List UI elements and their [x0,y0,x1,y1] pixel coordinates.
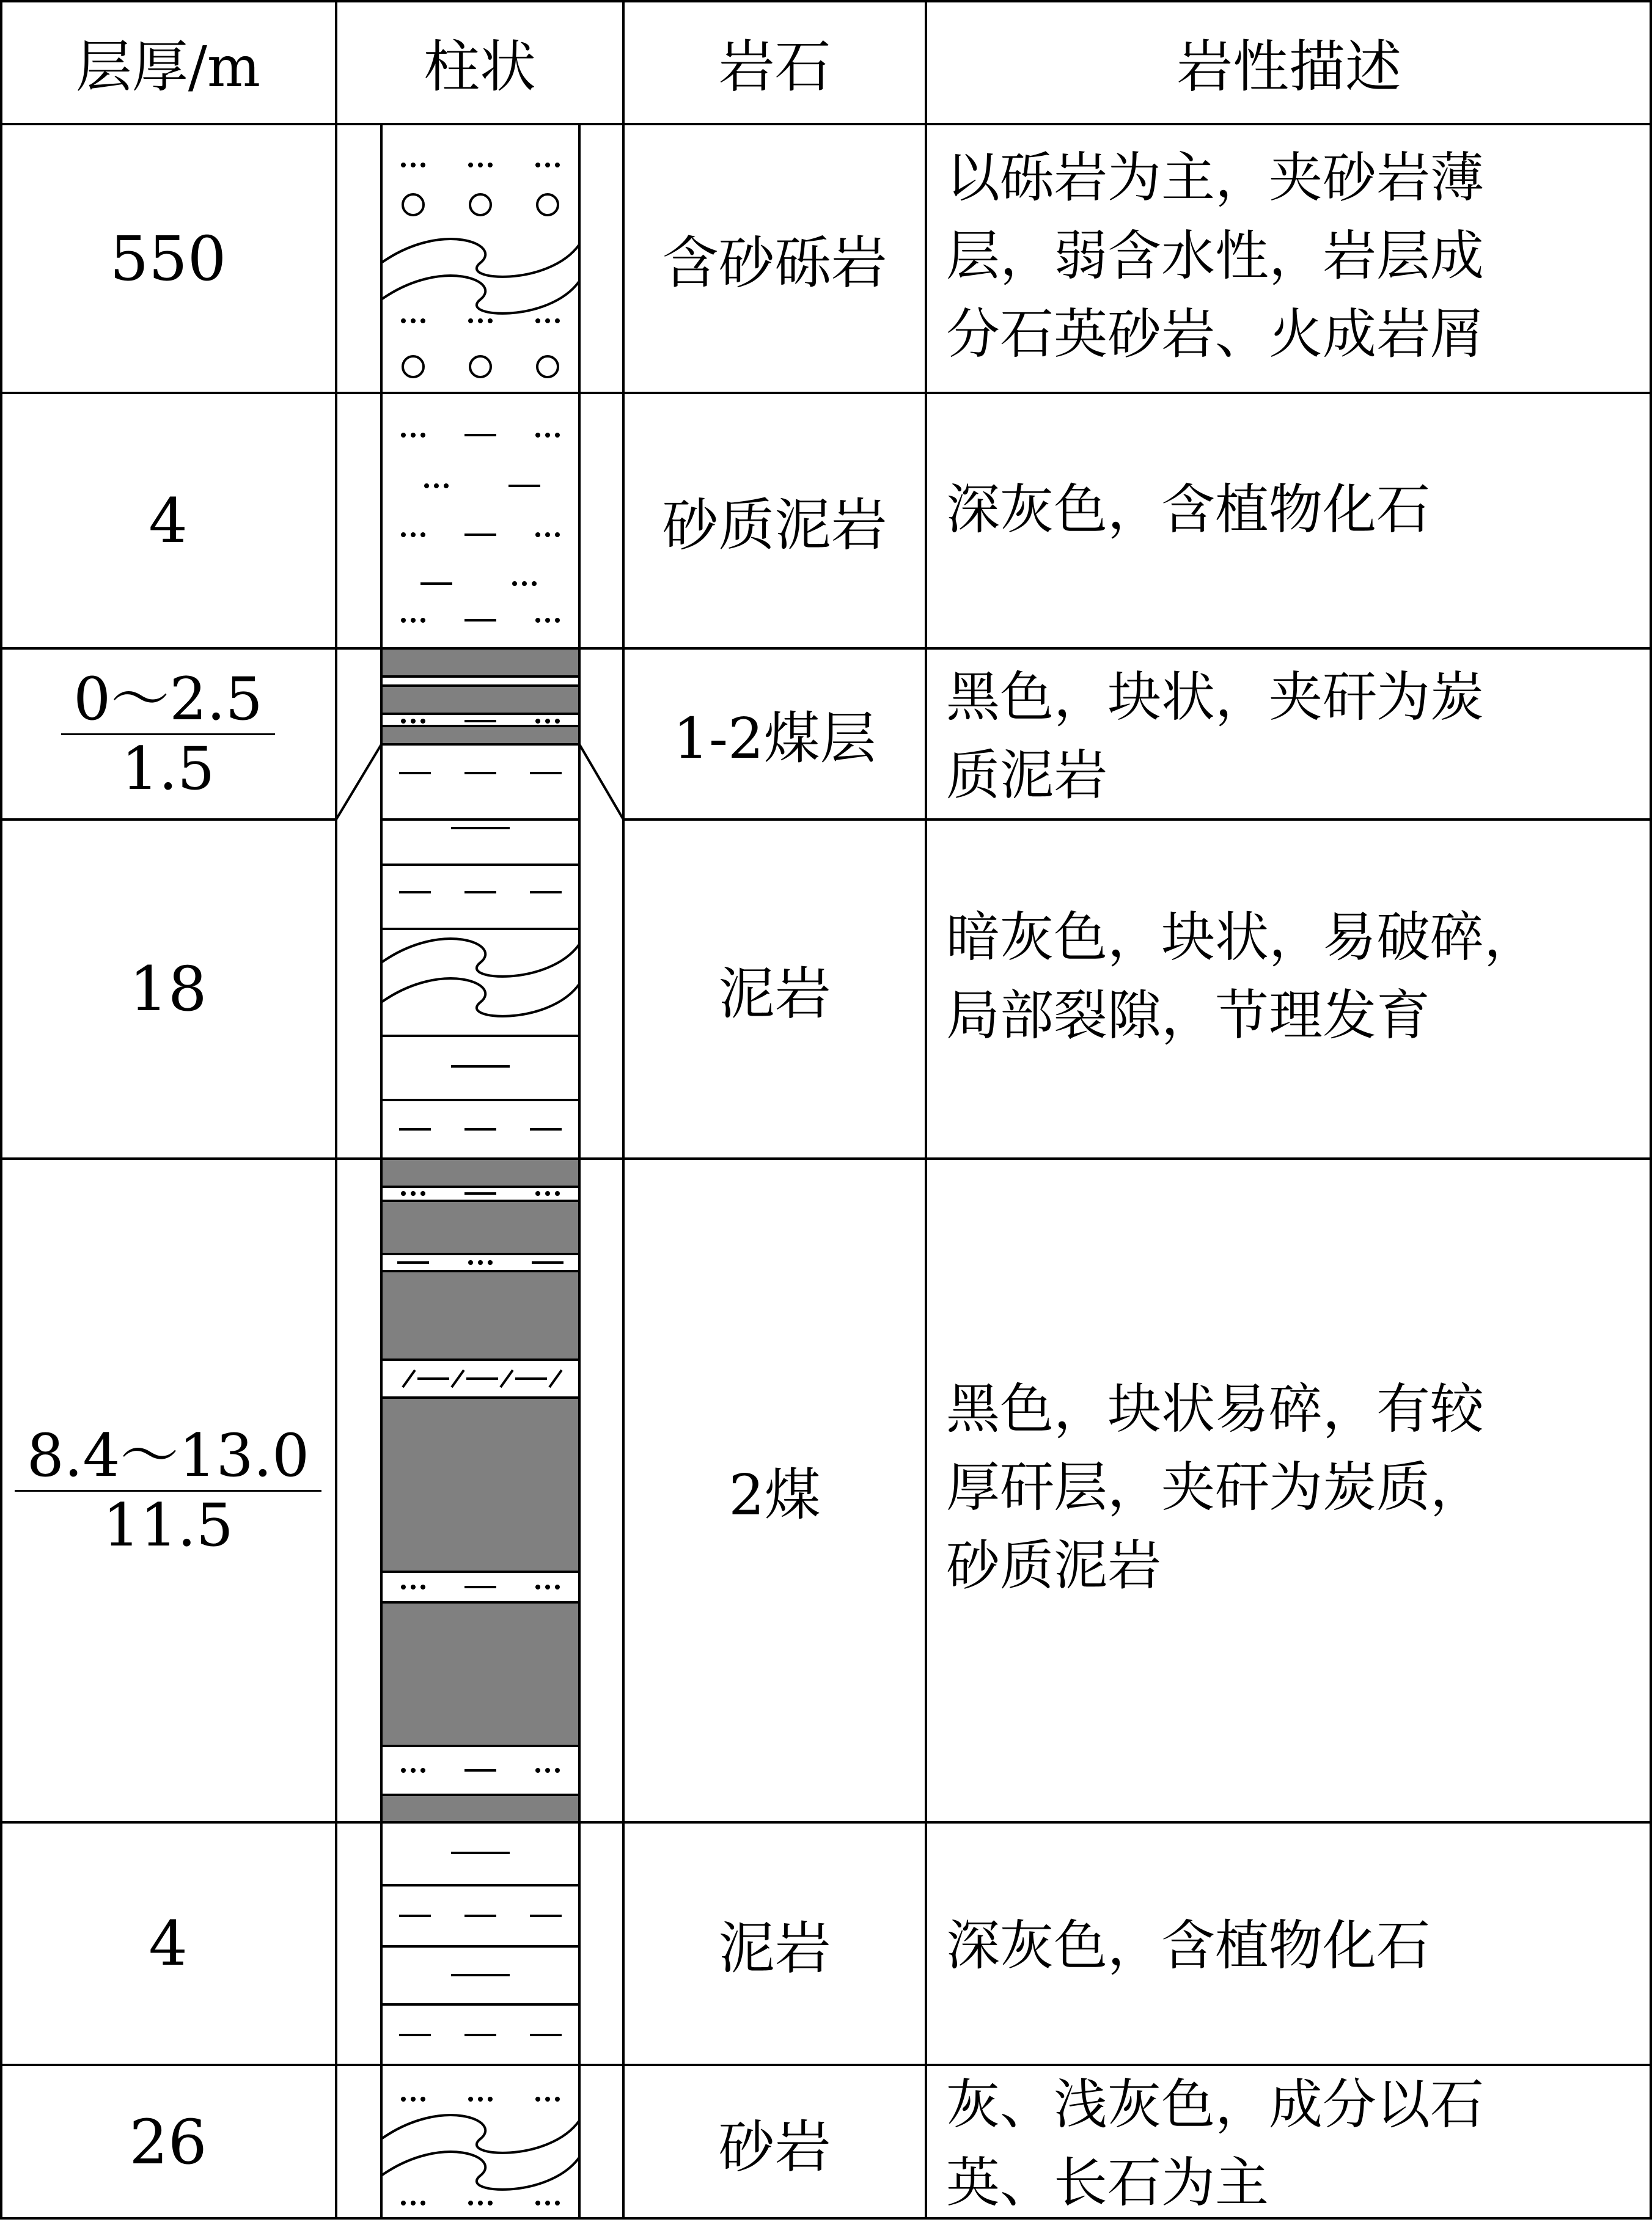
sand-dot [535,318,540,323]
sand-dot [545,618,550,623]
sand-dot [468,1260,473,1265]
coal-band [381,1602,579,1746]
sand-dot [555,532,560,537]
coal-band [381,1201,579,1254]
layer-5-description-line: 厚矸层，夹矸为炭质， [946,1456,1485,1519]
sand-dot [420,2097,425,2102]
layer-1-description-line: 分石英砂岩、火成岩屑 [946,302,1485,365]
sand-dot [478,2097,483,2102]
layer-4-description-line: 局部裂隙，节理发育 [946,984,1431,1047]
thickness-average: 1.5 [121,734,215,803]
layer-5-description [946,1370,1484,1605]
sand-dot [401,433,406,438]
layer-3-description-line: 质泥岩 [946,744,1108,807]
sand-dot [555,719,560,724]
layer-7-thickness: 26 [129,2106,207,2178]
sand-dot [420,719,425,724]
sand-dot [411,532,416,537]
sand-dot [535,1585,540,1590]
sand-dot [488,318,493,323]
sand-dot [468,163,473,167]
sand-dot [401,1768,406,1773]
layer-5-description-line: 黑色，块状易碎，有较 [946,1377,1485,1440]
sand-dot [488,2201,493,2206]
sand-dot [401,532,406,537]
sand-dot [478,2201,483,2206]
layer-5-thickness [0,1159,336,1822]
sand-dot [468,318,473,323]
sand-dot [535,532,540,537]
sand-dot [420,618,425,623]
sand-dot [555,618,560,623]
sand-dot [545,2097,550,2102]
sand-dot [555,2201,560,2206]
sand-dot [545,1191,550,1196]
sand-dot [411,163,416,167]
sand-dot [444,483,449,488]
sand-dot [535,2201,540,2206]
coal-band [381,1271,579,1360]
sand-dot [535,433,540,438]
coal-band [381,1398,579,1572]
sand-dot [488,2097,493,2102]
sand-dot [535,618,540,623]
sand-dot [468,2201,473,2206]
sand-dot [401,1585,406,1590]
layer-7-description-line: 英、长石为主 [946,2151,1269,2214]
header-rock: 岩石 [718,34,831,100]
layer-1-description-line: 层，弱含水性，岩层成 [946,224,1485,287]
sand-dot [411,318,416,323]
sand-dot [545,163,550,167]
sand-dot [468,2097,473,2102]
sand-dot [545,719,550,724]
sand-dot [545,433,550,438]
layer-3-description-line: 黑色，块状，夹矸为炭 [946,666,1485,728]
layer-1-description [946,139,1484,373]
sand-dot [411,719,416,724]
sand-dot [555,318,560,323]
sand-dot [411,1585,416,1590]
sand-dot [420,318,425,323]
layer-6-description [946,1907,1430,1985]
layer-6-thickness: 4 [149,1908,188,1979]
layer-7-rock: 砂岩 [718,2114,831,2180]
sand-dot [545,1768,550,1773]
sand-dot [401,2201,406,2206]
header-thickness: 层厚/m [75,34,261,100]
layer-7-description [946,2066,1484,2222]
sand-dot [488,163,493,167]
sand-dot [535,1768,540,1773]
sand-dot [411,433,416,438]
layer-1-rock: 含砂砾岩 [662,230,887,296]
sand-dot [535,163,540,167]
sand-dot [420,532,425,537]
coal-band [381,1159,579,1187]
sand-dot [401,1191,406,1196]
layer-4-description-line: 暗灰色，块状，易破碎， [946,906,1538,969]
layer-7-description-line: 灰、浅灰色，成分以石 [946,2073,1485,2136]
sand-dot [411,2201,416,2206]
layer-3-description [946,658,1484,815]
layer-5-rock: 2煤 [729,1462,821,1528]
layer-1-description-line: 以砾岩为主，夹砂岩薄 [946,146,1485,209]
layer-4-description [946,898,1538,1055]
sand-dot [401,163,406,167]
sand-dot [420,163,425,167]
sand-dot [545,2201,550,2206]
layer-2-description-line: 深灰色，含植物化石 [946,478,1431,541]
sand-dot [401,719,406,724]
sand-dot [488,1260,493,1265]
sand-dot [545,1585,550,1590]
sand-dot [401,318,406,323]
thickness-range: 0～2.5 [73,665,263,734]
sand-dot [420,2201,425,2206]
sand-dot [411,1191,416,1196]
layer-3-rock: 1-2煤层 [673,706,876,771]
sand-dot [478,163,483,167]
sand-dot [522,581,527,586]
sand-dot [555,433,560,438]
sand-dot [555,2097,560,2102]
sand-dot [420,1585,425,1590]
sand-dot [545,532,550,537]
sand-dot [555,1585,560,1590]
sand-dot [535,719,540,724]
sand-dot [555,163,560,167]
layer-4-rock: 泥岩 [718,961,831,1027]
coal-band [381,648,579,676]
layer-2-thickness: 4 [149,485,188,557]
thickness-range: 8.4～13.0 [26,1421,310,1491]
thickness-average: 11.5 [103,1491,233,1560]
sand-dot [420,433,425,438]
sand-dot [411,618,416,623]
sand-dot [420,1191,425,1196]
layer-6-rock: 泥岩 [718,1915,831,1981]
header-description: 岩性描述 [1176,34,1401,100]
sand-dot [532,581,537,586]
sand-dot [545,318,550,323]
layer-2-description [946,471,1430,549]
coal-band [381,726,579,744]
sand-dot [555,1768,560,1773]
sand-dot [478,318,483,323]
sand-dot [411,2097,416,2102]
coal-band [381,1795,579,1822]
coal-band [381,686,579,714]
layer-1-thickness: 550 [109,222,227,295]
sand-dot [401,2097,406,2102]
sand-dot [512,581,517,586]
sand-dot [401,618,406,623]
sand-dot [434,483,439,488]
layer-5-description-line: 砂质泥岩 [946,1534,1162,1597]
layer-3-thickness [0,648,336,820]
sand-dot [535,1191,540,1196]
sand-dot [411,1768,416,1773]
sand-dot [535,2097,540,2102]
layer-4-thickness: 18 [129,953,207,1025]
sand-dot [420,1768,425,1773]
layer-6-description-line: 深灰色，含植物化石 [946,1914,1431,1977]
sand-dot [424,483,429,488]
header-column: 柱状 [423,34,536,100]
layer-2-rock: 砂质泥岩 [662,493,887,558]
sand-dot [555,1191,560,1196]
sand-dot [478,1260,483,1265]
